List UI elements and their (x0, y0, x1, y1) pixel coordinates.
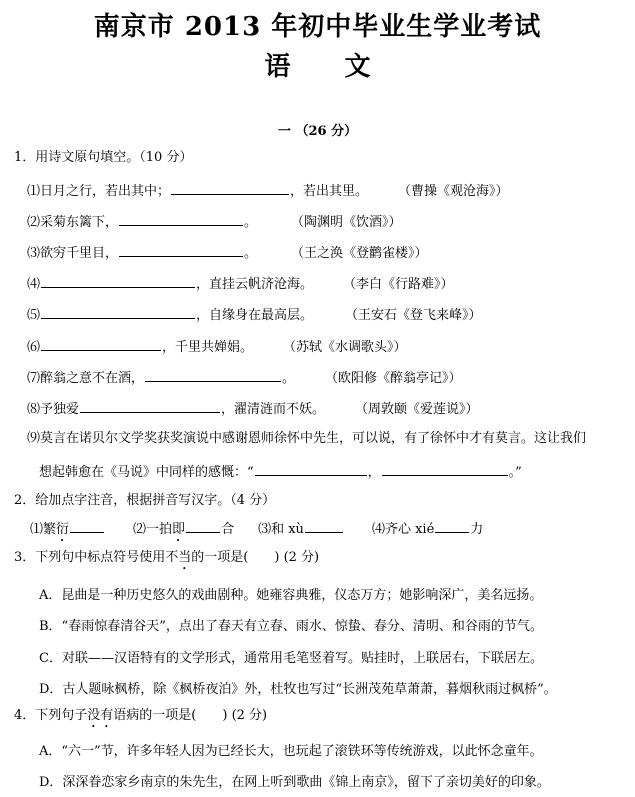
answer-blank[interactable] (70, 519, 104, 533)
q1-stem: 1．用诗文原句填空。（10 分） (14, 150, 193, 165)
q1-item-2: ⑵采菊东篱下， 。 （陶渊明《饮酒》） (27, 212, 402, 231)
answer-blank[interactable] (41, 337, 161, 351)
answer-blank[interactable] (255, 462, 367, 476)
q1-item-7: ⑺醉翁之意不在酒， 。 （欧阳修《醉翁亭记》） (27, 368, 462, 387)
q1-item-5: ⑸ ，自缘身在最高层。 （王安石《登飞来峰》） (27, 305, 482, 324)
answer-blank[interactable] (186, 519, 220, 533)
answer-blank[interactable] (435, 519, 469, 533)
q1-item-9: ⑼莫言在诺贝尔文学奖获奖演说中感谢恩师徐怀中先生，可以说，有了徐怀中才有莫言。这让我们 (27, 431, 587, 446)
q3-option-c: C．对联——汉语特有的文学形式，通常用毛笔竖着写。贴挂时，上联居右，下联居左。 (39, 651, 543, 666)
answer-blank[interactable] (119, 243, 243, 257)
q4-option-d: D．深深眷恋家乡南京的朱先生，在网上听到歌曲《锦上南京》，留下了亲切美好的印象。 (39, 775, 550, 790)
answer-blank[interactable] (171, 181, 289, 195)
answer-blank[interactable] (145, 368, 281, 382)
q1-item-3: ⑶欲穷千里目， 。 （王之涣《登鹳雀楼》） (27, 243, 428, 262)
section-heading: 一 （26 分） (277, 124, 358, 139)
answer-blank[interactable] (80, 399, 220, 413)
q2-parts: ⑴繁衍 ⑵一拍即 合 ⑶和 xù ⑷齐心 xié 力 (30, 519, 483, 545)
q3-stem: 3．下列句中标点符号使用不当的一项是( ) (2 分) (14, 550, 320, 565)
q4-option-a: A．“六一”节，许多年轻人因为已经长大，也玩起了滚铁环等传统游戏，以此怀念童年。 (39, 744, 543, 759)
q4-stem: 4．下列句子没有语病的一项是( ) (2 分) (14, 708, 268, 723)
subject-char-1: 语 (264, 52, 291, 82)
subject-char-2: 文 (344, 52, 371, 82)
q1-item-6: ⑹ ，千里共婵娟。 （苏轼《水调歌头》） (27, 337, 407, 356)
q3-option-d: D．古人题咏枫桥，除《枫桥夜泊》外，杜牧也写过“长洲茂苑草萧萧，暮烟秋雨过枫桥”。 (39, 682, 557, 697)
answer-blank[interactable] (305, 519, 343, 533)
q1-item-9-cont: 想起韩愈在《马说》中同样的感慨：“ ， 。” (39, 462, 522, 481)
q1-item-4: ⑷ ，直挂云帆济沧海。 （李白《行路难》） (27, 274, 454, 293)
answer-blank[interactable] (41, 305, 195, 319)
exam-title: 南京市 2013 年初中毕业生学业考试 (93, 12, 542, 42)
q1-item-1: ⑴日月之行，若出其中； ，若出其里。 （曹操《观沧海》） (27, 181, 509, 200)
q2-stem: 2．给加点字注音，根据拼音写汉字。（4 分） (14, 493, 276, 508)
answer-blank[interactable] (41, 274, 195, 288)
subject-title (0, 46, 635, 83)
q1-item-8: ⑻予独爱 ，濯清涟而不妖。 （周敦颐《爱莲说》） (27, 399, 479, 418)
q3-option-a: A．昆曲是一种历史悠久的戏曲剧种。她雍容典雅，仪态万方；她影响深广，美名远扬。 (39, 588, 543, 603)
answer-blank[interactable] (119, 212, 243, 226)
q3-option-b: B．“春雨惊春清谷天”，点出了春天有立春、雨水、惊蛰、春分、清明、和谷雨的节气。 (39, 619, 543, 634)
answer-blank[interactable] (382, 462, 508, 476)
